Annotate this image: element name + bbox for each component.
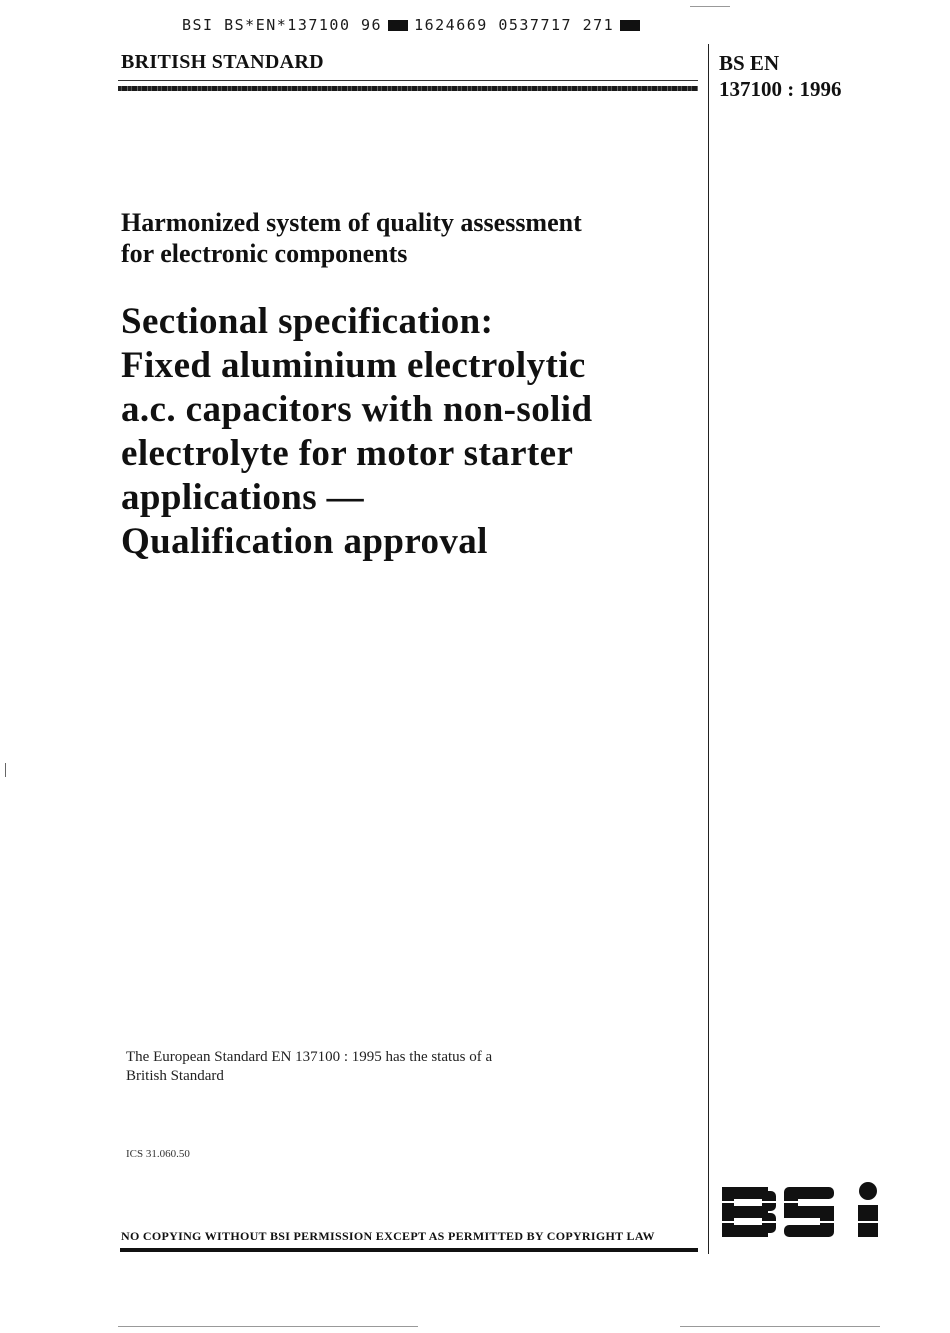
document-code-line	[182, 16, 646, 34]
title-line: Fixed aluminium electrolytic	[121, 345, 586, 386]
title-line: electrolyte for motor starter	[121, 433, 574, 474]
title-line: Qualification approval	[121, 521, 488, 562]
standard-number	[719, 50, 842, 102]
scan-artifact-line	[680, 1326, 880, 1327]
scan-artifact-line	[690, 6, 730, 7]
document-code-part1: BSI BS*EN*137100 96	[182, 16, 383, 34]
title-line: a.c. capacitors with non-solid	[121, 389, 593, 430]
subtitle-line: Harmonized system of quality assessment	[121, 208, 582, 237]
code-block-mark	[388, 20, 408, 31]
copyright-notice: NO COPYING WITHOUT BSI PERMISSION EXCEPT AS PERMITTED BY COPYRIGHT LAW	[121, 1229, 655, 1243]
column-divider	[708, 44, 709, 1254]
standard-number-line2: 137100 : 1996	[719, 77, 842, 101]
title-line: applications —	[121, 477, 365, 518]
footer-rule	[120, 1248, 698, 1252]
document-title	[121, 300, 701, 564]
code-block-mark	[620, 20, 640, 31]
document-subtitle	[121, 207, 701, 269]
header-rule-thick	[118, 86, 698, 91]
scan-margin-mark	[5, 763, 6, 777]
title-line: Sectional specification:	[121, 301, 494, 342]
status-line: British Standard	[126, 1068, 224, 1084]
scan-artifact-line	[118, 1326, 418, 1327]
standard-number-line1: BS EN	[719, 51, 780, 75]
status-statement	[126, 1048, 492, 1086]
subtitle-line: for electronic components	[121, 239, 408, 268]
document-code-part2: 1624669 0537717 271	[414, 16, 615, 34]
standard-type-heading: BRITISH STANDARD	[121, 51, 324, 73]
header-rule-thin	[118, 80, 698, 81]
bsi-logo	[722, 1181, 890, 1243]
status-line: The European Standard EN 137100 : 1995 has the status of a	[126, 1049, 493, 1065]
ics-code: ICS 31.060.50	[126, 1148, 190, 1160]
